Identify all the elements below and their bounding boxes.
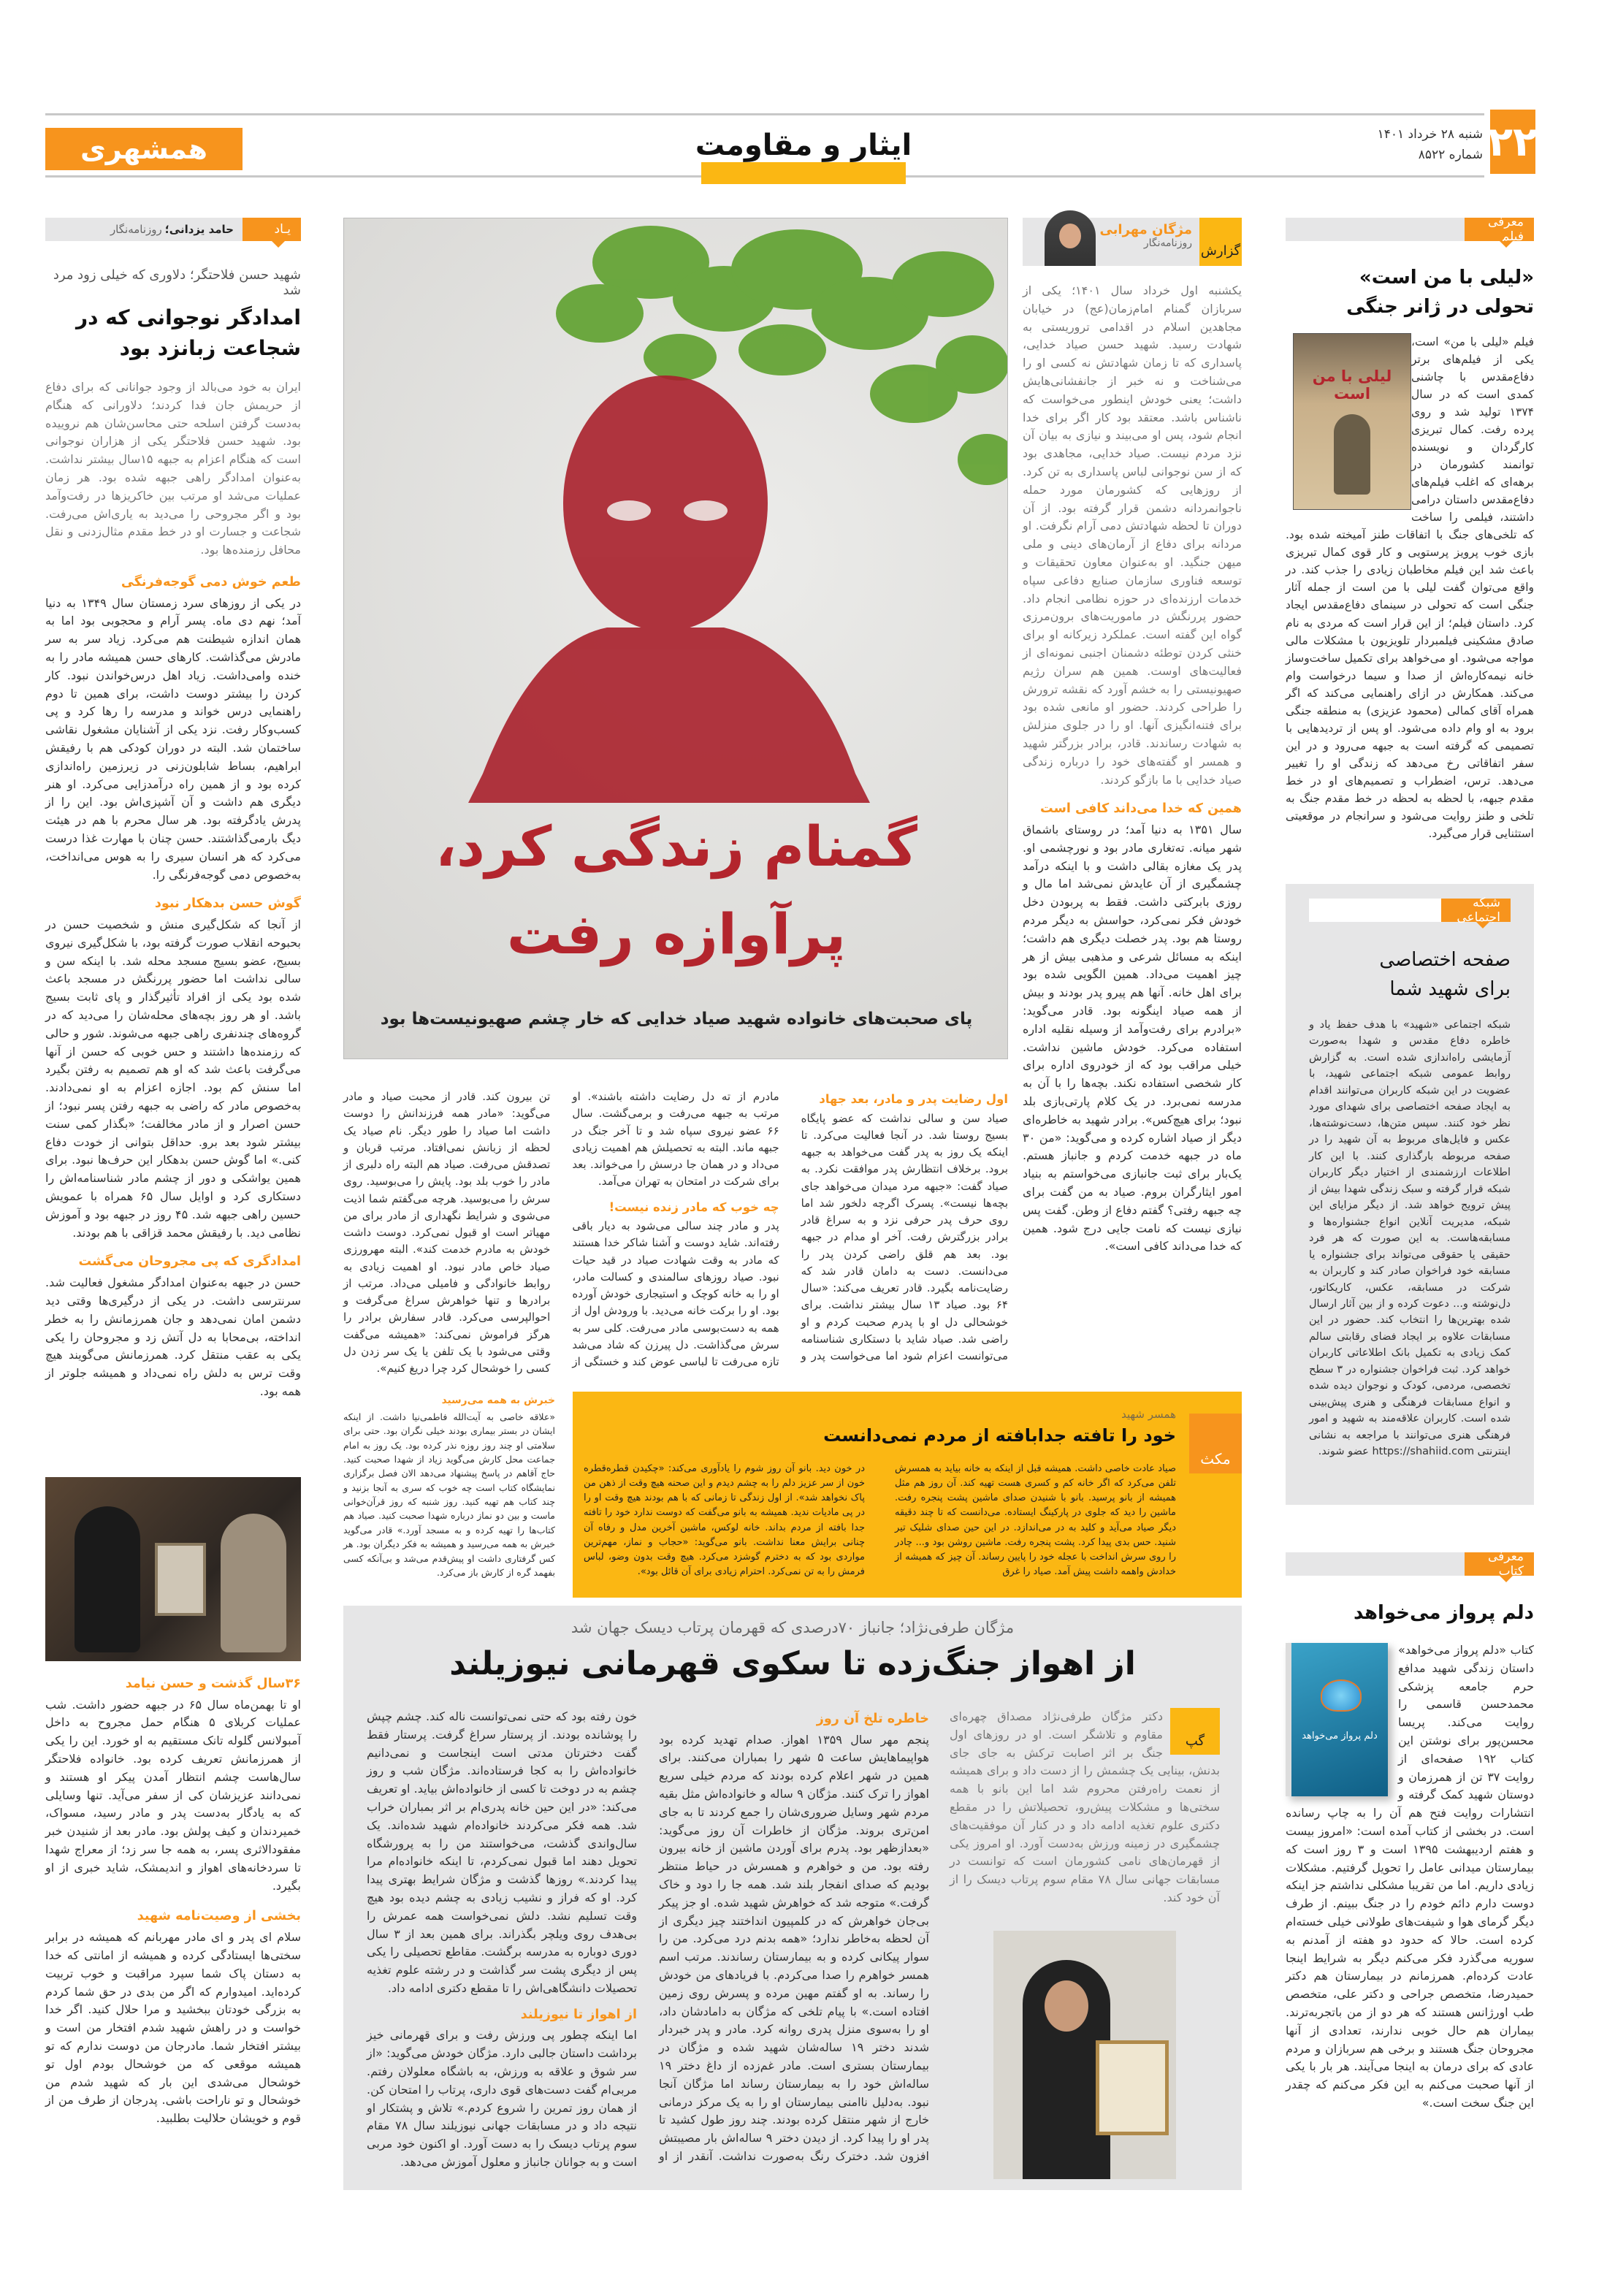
header-top-rule — [45, 113, 1484, 115]
yad-paragraph: در یکی از روزهای سرد زمستان سال ۱۳۴۹ به دنیا آمد؛ نهم دی ماه. پسر آرام و محجوبی بود اما به همان اندازه شیطنت هم می‌کرد. زیاد سر به سر مادرش می‌گذاشت. کارهای حسن همیشه مادر را به خنده وامی‌داشت. زیاد اهل درس‌خواندن نبود. کار کردن را بیشتر دوست داشت، برای همین تا دوم راهنمایی درس خواند و مدرسه را رها کرد و پی کسب‌وکار رفت. نزد یکی از آشنایان مشغول نقاشی ساختمان شد. البته در دوران کودکی هم با رفیقش ابراهیم، بساط شابلون‌زنی در زیرزمین راه‌اندازی کرده بود و از همین راه درآمدزایی می‌کرد. او هنر دیگری هم داشت و آن آشپزی‌اش بود. این را از پدرش یادگرفته بود. هر سال محرم با هم در هیئت دیگ بارمی‌گذاشتند. حسن چنان با مهارت غذا درست می‌کرد که هر انسان سیری را به هوس می‌انداخت، به‌خصوص دمی گوجه‌فرنگی را. — [45, 595, 301, 882]
gap-subhead: از اهواز تا نیوزیلند — [520, 2007, 637, 2022]
yad-subhead: امدادگری که پی مجروحان می‌گشت — [78, 1254, 301, 1270]
film-article — [1286, 215, 1534, 842]
yad-paragraph: از آنجا که شکل‌گیری منش و شخصیت حسن در بحبوحه انقلاب صورت گرفته بود، با شکل‌گیری نیروی بسیج، عضو بسیج مسجد محله شد. با اینکه سن و سالی نداشت اما حضور پررنگش در مسجد باعث شده بود یکی از افراد تأثیرگذار و پای ثابت بسیج باشد. او هر روز بچه‌های محله‌شان را می‌دید که در گروه‌های چندنفری راهی جبهه می‌شوند. شور و حالی که رزمنده‌ها داشتند و حس خوبی که حسن از آنها می‌گرفت باعث شد که او هم تصمیم به رفتن بگیرد اما سنش کم بود. اجازه اعزام به او نمی‌دادند. به‌خصوص مادر که راضی به جبهه رفتن پسر نبود؛ از حسن اصرار و از مادر مخالفت؛ «بگذار کمی سنت بیشتر شود بعد برو. حداقل بتوانی از خودت دفاع کنی.» اما گوش حسن بدهکار این حرف‌ها نبود. برای همین یواشکی و دور از چشم مادر شناسنامه‌اش را دستکاری کرد و اوایل سال ۶۵ همراه با عمویش حسین راهی جبهه شد. ۴۵ روز در جبهه بود و آموزش نظامی دید. با رفیقش محمد قزاقی با هم بودند. — [45, 918, 302, 1240]
page-number: ۲۲ — [1490, 110, 1535, 174]
yad-subhead: گوش حسن بدهکار نبود — [154, 896, 301, 912]
author-role: روزنامه‌نگار — [110, 223, 162, 236]
father-figure — [221, 1514, 286, 1652]
social-article — [1286, 884, 1534, 1505]
report-subhead: همین که خدا می‌داند کافی است — [1039, 801, 1242, 817]
gap-paragraph: پنجم مهر سال ۱۳۵۹ اهواز. صدام تهدید کرده بود هواپیماهایش ساعت ۵ شهر را بمباران می‌کنند. برای همین در شهر اعلام کرده بودند که مردم خیلی سریع اهواز را ترک کنند. مژگان ۹ ساله و خانواده‌اش مثل بقیه مردم شهر وسایل ضروری‌شان را جمع کردند تا به جای امن‌تری بروند. مژگان از خاطرات آن روز می‌گوید: «بعدازظهر بود. پدرم برای آوردن ماشین از خانه بیرون رفته بود. من و خواهرم و همسرش در حیاط منتظر بودیم که صدای انفجار بلند شد. همه جا را دود و خاک گرفت.» متوجه شد که خواهرش شهید شده. او جز پیکر بی‌جان خواهرش که در کلمپیون انداختند چیز دیگری از آن لحظه به‌خاطر ندارد؛ «همه بدنم درد می‌کرد. من را سوار پیکانی کرده و به بیمارستان رساندند. مرتب اسم همسر خواهرم را صدا می‌کردم. با فریادهای من خودش را رساند. به او گفتم مهین مرده و پسرش روی زمین افتاده است.» با پیام تلخی که مژگان به دامادشان داد، او را به‌سوی منزل پدری روانه کرد. مادر و پدر خبردار شدند دختر ۱۹ ساله‌شان شهید شده و مژگان در بیمارستان بستری است. مادر غم‌زده از داغ دختر ۱۹ ساله‌اش خود را به بیمارستان رساند اما مژگان آنجا نبود. به‌دلیل ناامنی بیمارستان او را به یک مرکز درمانی خارج از شهر منتقل کرده بودند. چند روز طول کشید تا پدر او را پیدا کرد. از دیدن دختر ۹ ساله‌اش بار مصیبتش افزون شد. دخترک رنگ به‌صورت نداشت. آنقدر از او خون رفته بود که حتی نمی‌توانست ناله کند. چشم چپش را پوشانده بودند. از پرستار سراغ گرفت. پرستار فقط گفت دخترتان مدتی است اینجاست و نمی‌دانیم خانواده‌اش را به کجا فرستاده‌اند. مژگان شب و روز چشم به در دوخت تا کسی از خانواده‌اش بیاید. او تعریف می‌کند: «در این حین خانه پدری‌ام بر اثر بمباران خراب شد. همه فکر می‌کردند خانواده‌ام شهید شده‌اند. یک سال‌واندی گذشت، می‌خواستند من را به پرورشگاه تحویل دهند اما قبول نمی‌کردم، تا اینکه خانواده‌ام مرا پیدا کردند.» روزها گذشت و مژگان شرایط بهتری پیدا کرد. او که فراز و نشیب زیادی به چشم دیده بود هیچ وقت تسلیم نشد. دلش نمی‌خواست همه عمرش را بی‌هدف روی ویلچر بگذراند. برای همین بعد از ۳ سال دوری دوباره به مدرسه برگشت. مقاطع تحصیلی را یکی پس از دیگری پشت سر گذاشت و در رشته علوم تغذیه تحصیلات دانشگاهی‌اش را تا مقطع دکتری ادامه داد. — [367, 1709, 930, 2164]
film-tagbar — [1286, 215, 1534, 244]
report-subhead: اول رضایت پدر و مادر، بعد جهاد — [819, 1092, 1008, 1106]
issue-number: شماره ۸۵۲۲ — [1418, 148, 1483, 162]
film-headline-line1: «لیلی با من است» — [1359, 267, 1534, 289]
author-photo — [1045, 210, 1096, 266]
gap-subhead: خاطره تلخ آن روز — [816, 1712, 929, 1726]
report-article — [1023, 218, 1242, 1256]
book-tagbar — [1286, 1549, 1534, 1579]
report-lead: یکشنبه اول خرداد سال ۱۴۰۱؛ یکی از سربازان گمنام امام‌زمان(عج) در خیابان مجاهدین اسلام در اقدامی تروریستی به شهادت رسید. شهید حسن صیاد خدایی، پاسداری که تا زمان شهادتش نه کسی او را می‌شناخت و نه خبر از جانفشانی‌هایش داشت؛ یعنی خودش اینطور می‌خواست که ناشناس باشد. معتقد بود کار اگر برای خدا انجام شود، پس او می‌بیند و نیازی به بیان آن نزد مردم نیست. صیاد خدایی، مجاهدی بود که از سن نوجوانی لباس پاسداری به تن کرد. از روزهایی که کشورمان مورد حمله ناجوانمردانه دشمن قرار گرفته بود. از آن دوران تا لحظه شهادتش دمی آرام نگرفت. او مردانه برای دفاع از آرمان‌های دینی و ملی میهن جنگید. او به‌عنوان معاون تحقیقات و توسعه فناوری سازمان صنایع دفاعی سپاه خدمات ارزنده‌ای در حوزه نظامی انجام داد. حضور پررنگش در ماموریت‌های برون‌مرزی گواه این گفته است. عملکرد زیرکانه او برای خنثی کردن توطئه دشمنان اجنبی نمونه‌ای از فعالیت‌های اوست. همین هم سران رژیم صهیونیستی را به خشم آورد که نقشه ترورش را طراحی کردند. حضور او مانعی شده بود برای فتنه‌انگیزی آنها. او را در جلوی منزلش به شهادت رساندند. قادر، برادر بزرگتر شهید و همسر او گفته‌های خود را درباره زندگی صیاد خدایی با ما بازگو کردند. — [1023, 283, 1242, 787]
yad-tag: یـاد — [243, 218, 301, 241]
yad-subhead: ۳۶سال گذشت و حسن نیامد — [125, 1677, 301, 1691]
family-photo — [45, 1477, 301, 1661]
yad-article-continued — [45, 1673, 301, 2128]
film-poster — [1293, 333, 1411, 510]
maktab-column-right — [895, 1462, 1176, 1579]
yad-subhead: طعم خوش دمی گوجه‌فرنگی — [121, 574, 301, 590]
maktab-paragraph-left: در خون دید. بانو آن روز شوم را یادآوری می‌کند: «چکیدن قطره‌قطره خون از سر عزیز دلم را به چشم دیدم و این صحنه هیچ وقت از ذهن من پاک نخواهد شد». از اول زندگی تا زمانی که با هم بودند هیچ وقت او را در پی مادیات ندید. همیشه به بانو می‌گفت که دوست ندارد خود را تافته جدا بافته از مردم بداند. خانه لوکس، ماشین آخرین مدل و رفاه آن چنانی برایش معنا نداشت. بانو می‌گوید: «حجاب و نماز، مهم‌ترین مواردی بود که به دخترم گوشزد می‌کرد. هیچ وقت بدون وضو، لباس فرمش را به تن نمی‌کرد. احترام زیادی برای آن قائل بود». — [584, 1463, 865, 1578]
maktab-tag: مکث — [1189, 1414, 1242, 1473]
yad-headline: امدادگر نوجوانی که در شجاعت زبانزد بود — [75, 305, 301, 360]
maktab-headline: خود را تافته جدابافته از مردم نمی‌دانست — [823, 1425, 1176, 1446]
issue-date: شنبه ۲۸ خرداد ۱۴۰۱ — [1377, 127, 1483, 142]
yad-article — [45, 218, 301, 1401]
author-name: حامد یزدانی؛ — [164, 223, 234, 236]
maktab-kicker: همسر شهید — [1121, 1408, 1176, 1421]
yad-byline — [102, 218, 243, 241]
yad-section — [45, 571, 301, 884]
report-byline — [1099, 218, 1199, 266]
report-tag: گزارش — [1199, 218, 1242, 266]
author-role: روزنامه‌نگار — [1143, 237, 1192, 249]
report-tagbar — [1023, 218, 1242, 266]
dateline — [1373, 124, 1483, 165]
social-tagbar — [1309, 896, 1511, 925]
yad-section — [45, 893, 301, 1242]
report-paragraph: صیاد سن و سالی نداشت که عضو پایگاه بسیج روستا شد. در آنجا فعالیت می‌کرد. تا اینکه یک روز به پدر گفت می‌خواهد به جبهه برود. برخلاف انتظارش پدر موافقت نکرد. به صیاد گفت: «جبهه مرد میدان می‌خواهد جای بچه‌ها نیست». پسرک اگرچه دلخور شد اما روی حرف پدر حرفی نزد و به سراغ قادر برادر بزرگترش رفت. آخر او مدام در جبهه بود. بعد هم قلق راضی کردن پدر را می‌دانست. دست به دامان قادر شد که رضایت‌نامه بگیرد. قادر تعریف می‌کند: «سال ۶۴ بود. صیاد ۱۳ سال بیشتر نداشت. برای خوشحالی دل او با پدرم صحبت کردم و او راضی شد. صیاد شاید با دستکاری شناسنامه می‌توانست اعزام شود اما می‌خواست پدر و مادرم از ته دل رضایت داشته باشند». او مرتب به جبهه می‌رفت و برمی‌گشت. سال ۶۶ عضو نیروی سپاه شد و تا آخر جنگ در جبهه ماند. البته به تحصیلش هم اهمیت زیادی می‌داد و در همان جا درسش را می‌خواند. بعد برای شرکت در امتحان به تهران می‌آمد. — [572, 1090, 1008, 1363]
social-headline-line1: صفحه اختصاصی — [1379, 949, 1511, 971]
yad-section — [45, 1251, 301, 1400]
film-paragraph: فیلم «لیلی با من» است، یکی از فیلم‌های برتر دفاع‌مقدس با چاشنی کمدی است که در سال ۱۳۷۴ تولید شد و روی پرده رفت. کمال تبریزی کارگردان و نویسنده توانمند کشورمان در برهه‌ای که اغلب فیلم‌های دفاع‌مقدس داستان درامی داشتند، فیلمی را ساخت که تلخی‌های جنگ با اتفاقات طنز آمیخته شده بود. بازی خوب پرویز پرستویی و کار قوی کمال تبریزی باعث شد این فیلم مخاطبان زیادی را جذب کند. در واقع می‌توان گفت لیلی با من است از جمله آثار جنگی است که تحولی در سینمای دفاع‌مقدس ایجاد کرد. داستان فیلم؛ از این قرار است که مردی به نام صادق مشکینی فیلمبردار تلویزیون با مشکلات مالی مواجه می‌شود. او می‌خواهد برای تکمیل ساخت‌وساز خانه نیمه‌کاره‌اش از صدا و سیما درخواست وام می‌کند. همکارش در ازای راهنمایی می‌کند که اگر همراه آقای کمالی (محمود عزیزی) به منطقه جنگی برود به او وام داده می‌شود. او پس از تردیدهایی با تصمیمی که گرفته است به جبهه می‌رود و در این سفر اتفاقاتی رخ می‌دهد که زندگی او را تغییر می‌دهد. ترس، اضطراب و تصمیم‌های او در خط مقدم جبهه، با لحظه به لحظه در خط مقدم جنگ به تلخی و طنز روایت می‌شود و سرانجام در موقعیتی استثنایی قرار می‌گیرد. — [1286, 335, 1534, 840]
film-tag: معرفی فیلم — [1465, 218, 1534, 241]
yad-paragraph: سلام ای پدر و ای مادر مهربانم که همیشه در برابر سختی‌ها ایستادگی کرده و همیشه از امانتی که خدا به دستان پاک شما سپرد مراقبت و خوب تربیت کرده‌اید. امیدوارم که اگر من بدی در حق شما کردم به بزرگی خودتان ببخشید و مرا حلال کنید. اگر خدا خواست و در راهش شهید شدم افتخار من است و بیشتر افتخار شما. مادرجان من دوست ندارم که تو همیشه موقعی که من خوشحال بودم اول تو خوشحال می‌شدی این بار که شهید شدم من خوشحال و تو ناراحت باشی. پدرجان از طرف من از قوم و خویشان حلالیت بطلبید. — [45, 1930, 301, 2126]
portrait-silhouette — [468, 375, 870, 803]
feature-poster — [343, 218, 1008, 1059]
gap-headline: از اهواز جنگ‌زده تا سکوی قهرمانی نیوزیلند — [449, 1645, 1136, 1682]
section-title-highlight — [701, 162, 906, 184]
film-headline — [1286, 263, 1534, 321]
feature-headline-line1: گمنام زندگی کرد، — [435, 814, 917, 879]
report-columns — [343, 1088, 1008, 1377]
yad-tagbar — [45, 218, 301, 241]
gap-kicker: مژگان طرفی‌نژاد؛ جانباز ۷۰درصدی که قهرمان پرتاب دیسک جهان شد — [570, 1619, 1015, 1636]
yad-subhead: بخشی از وصیت‌نامه شهید — [137, 1909, 301, 1924]
maktab-box — [573, 1392, 1242, 1598]
report-subhead: چه خوب که مادر زنده نیست! — [608, 1200, 779, 1214]
yad-kicker: شهید حسن فلاحتگر؛ دلاوری که خیلی زود مرد شد — [53, 267, 301, 298]
section-title: ایثار و مقاومت — [695, 129, 912, 162]
yad-lead: ایران به خود می‌بالد از وجود جوانانی که برای دفاع از حریمش جان فدا کردند؛ دلاورانی که هنگام به‌دست گرفتن اسلحه حتی محاسن‌شان هم نروییده بود. شهید حسن فلاحتگر یکی از هزاران نوجوانی است که هنگام اعزام به جبهه ۱۵سال بیشتر نداشت. به‌عنوان امدادگر راهی جبهه شده بود. هر زمان عملیات می‌شد او مرتب بین خاکریزها در رفت‌وآمد بود و اگر مجروحی را می‌دید به یاری‌اش می‌رفت. شجاعت و جسارت او در خط مقدم مثال‌زدنی و نقل محافل رزمنده‌ها بود. — [45, 380, 302, 557]
maktab-column-left — [584, 1462, 865, 1579]
yad-paragraph: حسن در جبهه به‌عنوان امدادگر مشغول فعالیت شد. سرنترسی داشت. در یکی از درگیری‌ها وقتی دید دشمن امان نمی‌دهد و جان همرزمانش را به خطر انداخته، بی‌محابا به دل آتش زد و مجروحان را یکی یکی به عقب منتقل کرد. همرزمانش می‌گویند هیچ وقت ترس به دلش راه نمی‌داد و همیشه جلوتر از همه بود. — [45, 1275, 301, 1398]
social-headline-line2: برای شهید شما — [1389, 978, 1511, 1000]
maktab-paragraph-right: صیاد عادت خاصی داشت. همیشه قبل از اینکه به خانه بیاید به همسرش تلفن می‌کرد که اگر خانه کم و کسری هست تهیه کند. آن روز هم مثل همیشه از بانو پرسید. بانو با شنیدن صدای ماشین پشت پنجره رفت. ماشین را دید که جلوی در پارکینگ ایستاده. می‌دانست که تا چند دقیقه دیگر صیاد می‌آید و کلید به در می‌اندازد. در این حین صدای شلیک تیر شنید. حس بدی پیدا کرد. پشت پنجره رفت. ماشین روشن بود و... چادر را روی سرش انداخت با عجله خود را پایین رساند. آن چیز که همیشه از خدادش واهمه داشت پیش آمد. صیاد را غرق — [895, 1463, 1176, 1578]
gap-columns — [367, 1708, 929, 2172]
poster-figure — [1334, 414, 1370, 495]
gap-article — [343, 1606, 1242, 2190]
feature-subtitle: پای صحبت‌های خانواده شهید صیاد خدایی که خار چشم صهیونیست‌ها بود — [380, 1010, 973, 1029]
portrait-frame — [155, 1543, 206, 1616]
film-poster-title: لیلی با من است — [1312, 367, 1392, 403]
gap-tag: گپ — [1170, 1708, 1220, 1755]
certificate-frame — [1096, 2040, 1169, 2135]
report-paragraph: پدر و مادر چند سالی می‌شود به دیار باقی رفته‌اند. شاید دوست و آشنا شاکر خدا هستند که مادر به وقت شهادت صیاد در قید حیات نبود. صیاد روزهای سالمندی و کسالت مادر، او را به خانه کوچک و استیجاری خودش آورده بود. او را برکت خانه می‌دید. با ورودش اول از همه به دست‌بوسی مادر می‌رفت. کلی سر به سرش می‌گذاشت. دل پیرزن که شاد می‌شد تازه می‌رفت تا لباسی عوض کند و خستگی از تن بیرون کند. قادر از محبت صیاد و مادر می‌گوید: «مادر همه فرزندانش را دوست داشت اما صیاد را طور دیگر. نام صیاد یک لحظه از زبانش نمی‌افتاد. مرتب قربان و تصدقش می‌رفت. صیاد هم البته راه دلبری از مادر را خوب بلد بود. پایش را می‌بوسید. روی سرش را می‌بوسید. هرچه می‌گفتم شما اذیت می‌شوی و شرایط نگهداری از مادر برای من مهیاتر است او قبول نمی‌کرد. دوست داشت خودش به مادرم خدمت کند». البته مهرورزی صیاد خاص مادر نبود. او اهمیت زیادی به روابط خانوادگی و فامیلی می‌داد. مرتب از برادرها و تنها خواهرش سراغ می‌گرفت و احوالپرسی می‌کرد. قادر سفارش برادر را هرگز فراموش نمی‌کند: «همیشه می‌گفت وقتی می‌شود با یک تلفن یا یک سر زدن دل کسی را خوشحال کرد چرا دریغ کنیم». — [343, 1090, 779, 1375]
book-paragraph: کتاب «دلم پرواز می‌خواهد» داستان زندگی شهید مدافع حرم جامعه پزشکی محمدحسن قاسمی را روایت می‌کند. پریسا محسن‌پور برای نوشتن این کتاب ۱۹۲ صفحه‌ای از روایت ۳۷ تن از همرزمان و دوستان شهید کمک گرفته و انتشارات روایت فتح هم آن را به چاپ رسانده است. در بخشی از کتاب آمده است: «امروز بیست و هفتم اردیبهشت ۱۳۹۵ است و ۳ روز است که بیمارستان میدانی عامل را تحویل گرفتیم. مشکلات زیادی داریم. اما من تقریبا مشکلی نداشتم جز اینکه دوست دارم دائم خودم را در جنگ ببینم. از طرف دیگر گرمای هوا و شیفت‌های طولانی خیلی خسته‌ام کرده است. حالا که حدود دو هفته از آمدنم به سوریه می‌گذرد فکر می‌کنم دیگر به شرایط اینجا عادت کرده‌ام. همرزمانم در بیمارستان هم دکتر حمیدرضا، متخصص جراحی و دکتر علی، متخصص طب اورژانس هستند که هر دو از من باتجربه‌ترند. بیماران هم حال خوبی ندارند، تعدادی از آنها مجروحان جنگ هستند و برخی هم سربازان و مردم عادی که برای درمان به اینجا می‌آیند. هر بار با یکی از آنها صحبت می‌کنم به این فکر می‌کنم که چقدر این جنگ سخت است.» — [1286, 1643, 1535, 2110]
mother-figure — [75, 1506, 140, 1652]
feature-headline — [359, 803, 994, 978]
book-cover — [1286, 1643, 1388, 1796]
yad-paragraph: او تا بهمن‌ماه سال ۶۵ در جبهه حضور داشت. شب عملیات کربلای ۵ هنگام حمل مجروح به داخل آمبولانس گلوله تانک مستقیم به او خورد. این را یکی از همرزمانش تعریف کرده بود. خانواده فلاحتگر سال‌هاست چشم انتظار آمدن پیکر او هستند و نمی‌دانند عزیزشان کی از سفر می‌آید. تنها وسایلی که به یادگار به‌دست پدر و مادر رسید، مسواک، خمیردندان و کیف پولش بود. مادر بعد از شنیدن خبر مفقودالاثری پسر، به همه جا سر زد؛ از معراج شهدا تا سردخانه‌های اهواز و اندیمشک، شاید خبری از او بگیرد. — [45, 1697, 302, 1893]
report-subhead: خبرش به همه می‌رسید — [441, 1395, 555, 1406]
gap-photo — [993, 1931, 1176, 2179]
butterfly-icon — [1321, 1679, 1362, 1712]
report-paragraph: سال ۱۳۵۱ به دنیا آمد؛ در روستای باشماق شهر میانه. ته‌تغاری مادر بود و نورچشمی او. پدر یک مغازه بقالی داشت و با اینکه درآمد چشمگیری از آن عایدش نمی‌شد اما مال و روزی بابرکتی داشت. فقط به پربودن دخل خودش فکر نمی‌کرد، حواسش به دیگر مردم روستا هم بود. پدر خصلت دیگری هم داشت؛ اینکه به مسائل شرعی و مذهبی بیش از هر چیز اهمیت می‌داد. همین الگویی شده بود برای اهل خانه. آنها هم پیرو پدر بودند و بیش از همه صیاد اینگونه بود. قادر می‌گوید: «برادرم برای رفت‌وآمد از وسیله نقلیه اداره استفاده می‌کرد. خودش ماشین نداشت. خیلی مراقب بود که از خودروی اداره برای کار شخصی استفاده نکند. بچه‌ها را با آن به مدرسه نمی‌برد. در یک کلام پارتی‌بازی بلد نبود؛ برای هیچ‌کس». برادر شهید به خاطره‌ای دیگر از صیاد اشاره کرده و می‌گوید: «من ۳۰ ماه در جبهه خدمت کردم و جانباز هستم. یک‌بار برای ثبت جانبازی می‌خواستم به بنیاد امور ایثارگران بروم. صیاد به من گفت برای چه جبهه رفتی؟ گفتم دفاع از وطن. گفت پس نیازی نیست که نامت جایی درج شود. همین که خدا می‌داند کافی است». — [1023, 823, 1242, 1254]
author-name: مژگان مهرابی — [1099, 222, 1192, 237]
feature-headline-line2: پرآوازه رفت — [506, 901, 847, 966]
social-tag: شبکه اجتماعی — [1441, 899, 1511, 922]
book-headline: دلم پرواز می‌خواهد — [1354, 1602, 1534, 1624]
gap-lead: دکتر مژگان طرفی‌نژاد مصداق چهره‌ای مقاوم و تلاشگر است. او در روزهای اول جنگ بر اثر اصابت ترکش به جای جای بدنش، بینایی یک چشمش را از دست داد و برای همیشه از نعمت راه‌رفتن محروم شد اما این بانو با همه سختی‌ها و مشکلات پیش‌رو، تحصیلاتش را در مقطع دکتری علوم تغذیه ادامه داد و در کنار آن موفقیت‌های چشمگیری در زمینه ورزش به‌دست آورد. او امروز یکی از قهرمان‌های نامی کشورمان است که توانست در مسابقات جهانی سال ۷۸ مقام سوم پرتاب دیسک را از آن خود کند. — [950, 1709, 1221, 1904]
report-column-strip — [343, 1392, 555, 1579]
book-article — [1286, 1549, 1535, 2113]
film-headline-line2: تحولی در ژانر جنگی — [1346, 296, 1534, 318]
book-tag: معرفی کتاب — [1465, 1552, 1534, 1576]
newspaper-logo: همشهری — [45, 128, 243, 170]
social-paragraph: شبکه اجتماعی «شهید» با هدف حفظ یاد و خاطره دفاع مقدس و شهدا به‌صورت آزمایشی راه‌اندازی شده است. به گزارش روابط عمومی شبکه اجتماعی شهید، با عضویت در این شبکه کاربران می‌توانند اقدام به ایجاد صفحه اختصاصی برای شهدای مورد نظر خود کنند. سپس متن‌ها، دست‌نوشته‌ها، عکس و فایل‌های مربوط به آن شهید را در صفحه مربوطه بارگذاری کنند. با این کار اطلاعات ارزشمندی از اختیار دیگر کاربران شبکه قرار گرفته و سبک زندگی شهدا بیش از پیش ترویج خواهد شد. از دیگر مزایای این شبکه، مدیریت آنلاین انواع جشنواره‌ها و مسابقه‌هاست. به این صورت که هر فرد حقیقی یا حقوقی می‌تواند برای جشنواره یا مسابقه خود فراخوان صادر کند و کاربران به شرکت در مسابقه، عکس، کاریکاتور، دل‌نوشته و... دعوت کرده و از بین آثار ارسال شده بهترین‌ها را انتخاب کند. حضور در این مسابقات علاوه بر ایجاد فضای رقابتی سالم کمک زیادی به تکمیل بانک اطلاعاتی کاربران خواهد کرد. ثبت فراخوان جشنواره در ۳ سطح تخصصی، مردمی، کودک و نوجوان دیده شده و انواع مسابقات فرهنگی و هنری پیش‌بینی شده است. کاربران علاقه‌مند به شهید و امور فرهنگی هنری می‌توانند با مراجعه به نشانی اینترنتی https://shahiid.com عضو شوند. — [1309, 1019, 1511, 1458]
gap-paragraph: اما اینکه چطور پی ورزش رفت و برای قهرمانی خیز برداشت داستان جالبی دارد. مژگان خودش می‌گوید: «از سر شوق و علاقه به ورزش، به باشگاه معلولان رفتم. مربی‌ام گفت دست‌های قوی داری، پرتاب را امتحان کن. از همان روز تمرین را شروع کردم.» تلاش و پشتکار او نتیجه داد و در مسابقات جهانی نیوزیلند سال ۷۸ مقام سوم پرتاب دیسک را به دست آورد. او اکنون خود مربی است و به جوانان جانباز و معلول آموزش می‌دهد. — [367, 2028, 638, 2170]
gap-lead-block — [950, 1708, 1220, 1907]
social-headline — [1309, 945, 1511, 1004]
report-paragraph: «علاقه خاصی به آیت‌الله فاطمی‌نیا داشت. از اینکه ایشان در بستر بیماری بودند خیلی نگران بود. حتی برای سلامتی او چند روز روزه نذر کرده بود. یک روز به امام جماعت محل کارش می‌گوید زیاد از شهدا صحبت کنید. حاج آقاهم در پاسخ پیشنهاد می‌دهد الان فصل برگزاری نمایشگاه کتاب است چه خوب که سری به آنجا بزنید و چند کتاب هم تهیه کنید. روز شنبه که روز قرآن‌خوانی ماست و بین دو نماز درباره شهدا صحبت کنید. صیاد هم کتاب‌ها را تهیه کرده و به مسجد آورد.» قادر می‌گوید خبرش به همه می‌رسید و همیشه به فکر دیگران بود. هر کس گرفتاری داشت او پیش‌قدم می‌شد و بی‌آنکه کسی بفهمد گره از کارش باز می‌کرد. — [343, 1411, 555, 1578]
book-cover-title: دلم پرواز می‌خواهد — [1302, 1731, 1378, 1742]
